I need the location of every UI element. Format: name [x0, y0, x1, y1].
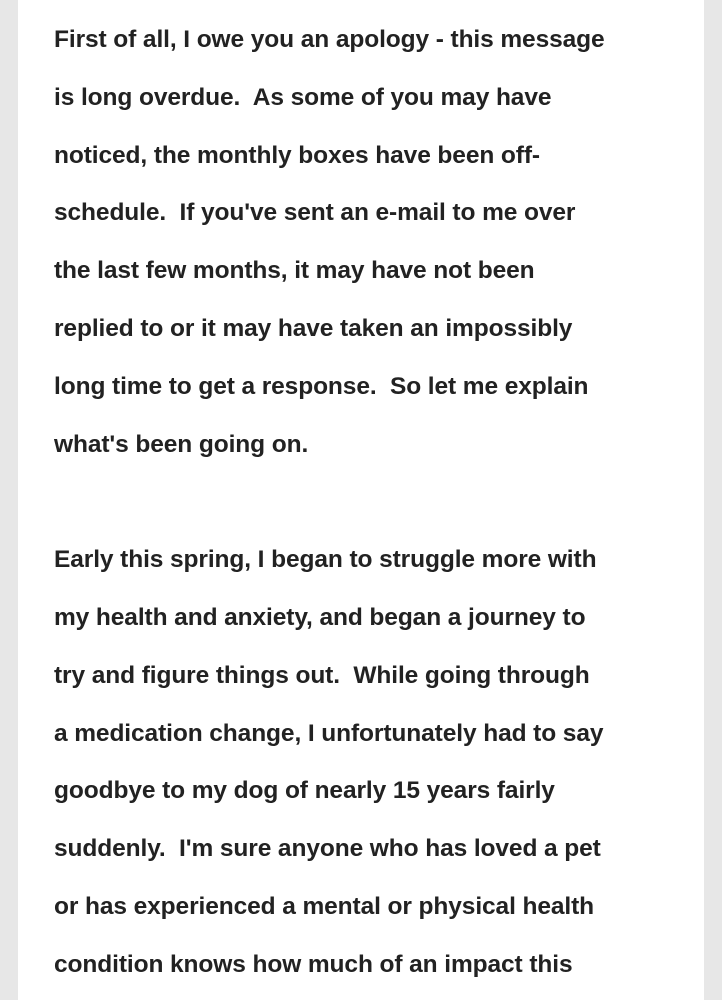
text-line: what's been going on.	[54, 430, 309, 458]
paragraph-2	[54, 531, 694, 993]
text-line: replied to or it may have taken an impossibly	[54, 314, 573, 342]
paragraph-1	[54, 11, 694, 473]
message-card	[18, 0, 704, 1000]
paragraph-spacer	[54, 473, 694, 531]
text-line: long time to get a response. So let me explain	[54, 372, 589, 400]
text-line: is long overdue. As some of you may have	[54, 83, 552, 111]
text-line: my health and anxiety, and began a journey to	[54, 603, 586, 631]
text-line: condition knows how much of an impact this	[54, 950, 573, 978]
text-line: First of all, I owe you an apology - this message	[54, 26, 605, 53]
text-line: a medication change, I unfortunately had to say	[54, 719, 604, 747]
text-line: or has experienced a mental or physical health	[54, 892, 595, 920]
text-line: schedule. If you've sent an e-mail to me over	[54, 199, 576, 227]
text-line: Early this spring, I began to struggle more with	[54, 546, 597, 574]
text-line: the last few months, it may have not been	[54, 257, 535, 285]
message-body	[54, 11, 694, 994]
text-line: try and figure things out. While going through	[54, 661, 590, 689]
text-line: goodbye to my dog of nearly 15 years fairly	[54, 777, 555, 805]
text-line: noticed, the monthly boxes have been off-	[54, 141, 540, 169]
text-line: suddenly. I'm sure anyone who has loved a pet	[54, 835, 601, 863]
